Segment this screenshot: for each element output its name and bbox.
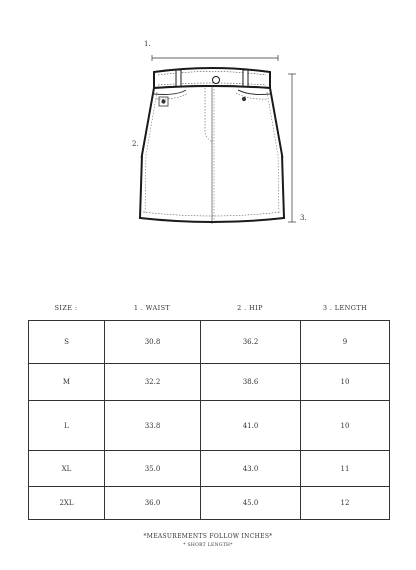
header-size: SIZE : [54,304,78,312]
size-cell: S [29,321,105,363]
size-table [28,320,390,520]
header-waist: 1 . WAIST [133,304,171,312]
table-row [29,321,389,364]
skirt-illustration [0,0,416,250]
button-icon [213,77,220,84]
size-table-header [0,304,416,318]
hip-cell: 38.6 [201,364,301,400]
size-cell: XL [29,451,105,486]
size-cell: M [29,364,105,400]
length-cell: 12 [340,499,350,507]
length-cell: 9 [342,338,348,346]
measurement-note: *MEASUREMENTS FOLLOW INCHES* [143,533,273,540]
waist-cell: 30.8 [105,321,201,363]
waist-cell: 32.2 [105,364,201,400]
length-label: 3. [300,214,307,222]
hip-label: 2. [132,140,139,148]
length-cell: 10 [340,421,350,430]
waist-cell: 33.8 [105,401,201,450]
header-hip: 2 . HIP [237,304,263,312]
table-row [29,487,389,519]
length-note: * SHORT LENGTH* [183,543,233,548]
size-cell: L [29,401,105,450]
length-cell: 10 [340,378,350,386]
hip-cell: 41.0 [201,401,301,450]
hip-cell: 36.2 [201,321,301,363]
header-length: 3 . LENGTH [322,304,368,312]
table-row [29,451,389,487]
waist-cell: 36.0 [105,487,201,519]
hip-cell: 43.0 [201,451,301,486]
skirt-diagram [0,0,416,250]
hip-cell: 45.0 [201,487,301,519]
waist-label: 1. [144,40,151,48]
table-row [29,401,389,451]
length-measure-line [288,74,296,222]
size-cell: 2XL [29,487,105,519]
waist-measure-line [152,55,278,61]
length-cell: 11 [340,464,350,473]
waist-cell: 35.0 [105,451,201,486]
table-row [29,364,389,401]
